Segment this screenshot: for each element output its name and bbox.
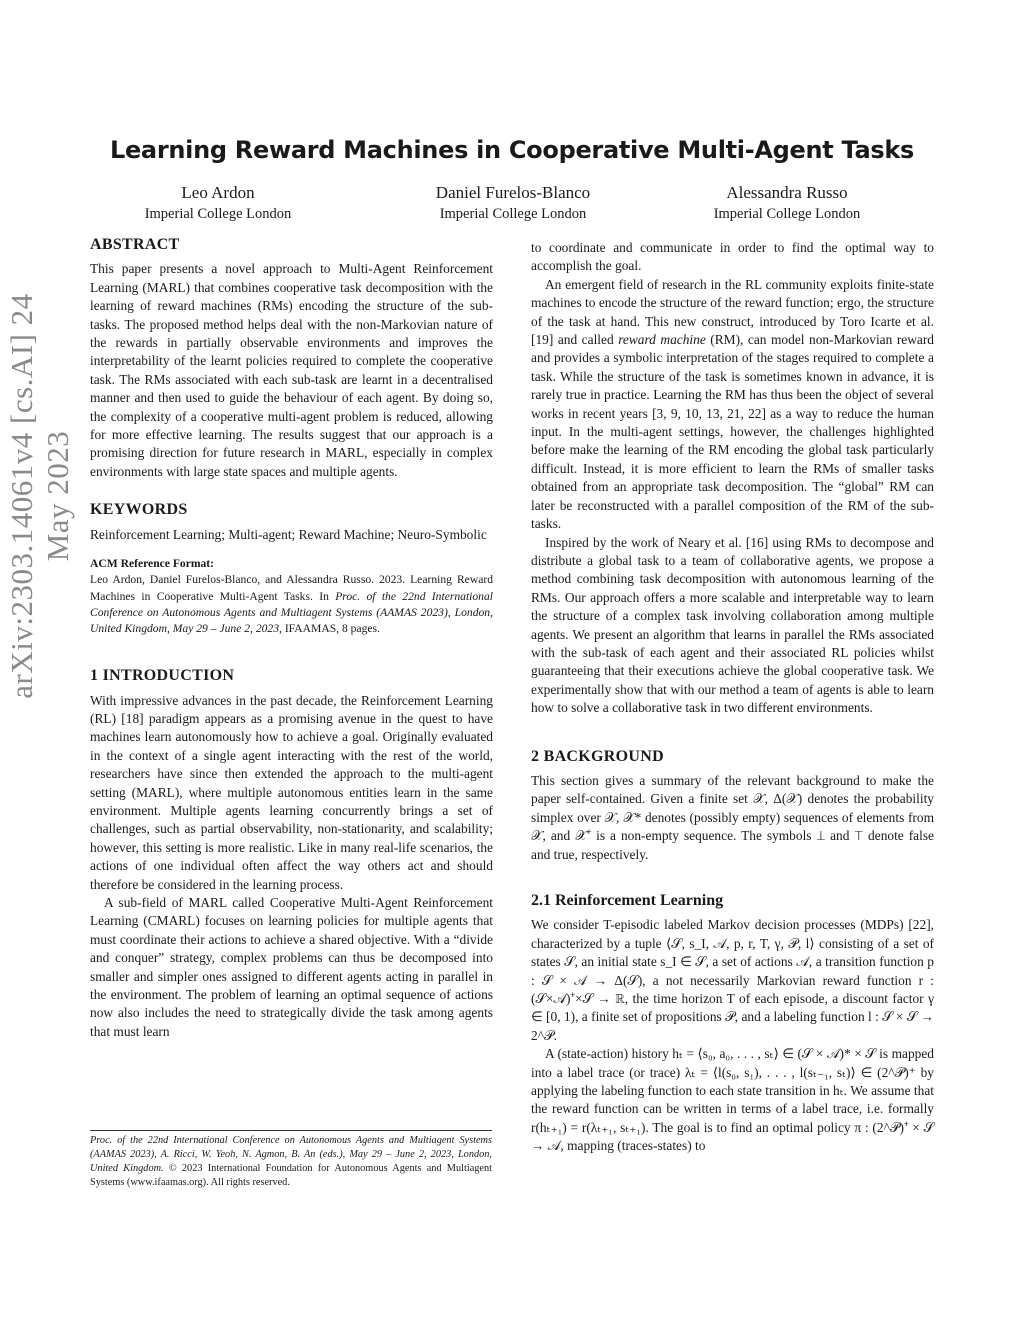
acm-heading: ACM Reference Format: bbox=[90, 557, 215, 571]
emphasis: reward machine bbox=[618, 332, 706, 348]
text: (RM), can model non-Markovian reward and provides a symbolic interpretation of the stages required to complete a task. While the structure of the task is sometimes known in advance, it is rarely true in practice. Learning the RM has thus been the object of several works in recent years [3, 9, 10, 13, 21, 22] as a way to reduce the human input. In the multi-agent settings, however, the challenges highlighted before make the learning of the RM encoding the global task particularly difficult. Instead, it is more efficient to learn the RMs of smaller tasks obtained from an appropriate task decomposition. The “global” RM can later be reconstructed with a parallel composition of the RM of the sub-tasks. bbox=[531, 332, 934, 532]
acm-text: Leo Ardon, Daniel Furelos-Blanco, and Alessandra Russo. 2023. Learning Reward Machines in Cooperative Multi-Agent Tasks. In bbox=[90, 573, 493, 603]
footnote-rule bbox=[90, 1130, 492, 1131]
paper-title: Learning Reward Machines in Cooperative Multi-Agent Tasks bbox=[109, 136, 915, 164]
author-affiliation: Imperial College London bbox=[144, 206, 292, 222]
arxiv-stamp: arXiv:2303.14061v4 [cs.AI] 24 May 2023 bbox=[4, 293, 75, 699]
keywords-text: Reinforcement Learning; Multi-agent; Reward Machine; Neuro-Symbolic bbox=[90, 526, 487, 542]
intro-p1: With impressive advances in the past decade, the Reinforcement Learning (RL) [18] paradigm appears as a promising avenue in the quest to have machines learn autonomously how to achieve a goal. Originally evaluated in the context of a single agent interacting with the rest of the world, researchers have since then extended the approach to the multi-agent setting (MARL), where multiple autonomous entities learn in the same environment. Multiple agents learning concurrently brings a set of challenges, such as partial observability, non-stationarity, and scalability; however, this setting is more realistic. Like in many real-life scenarios, the actions of one individual often affect the way others act and should therefore be considered in the learning process. bbox=[90, 692, 493, 892]
rl-p2: A (state-action) history hₜ = ⟨s₀, a₀, . . . , sₜ⟩ ∈ (𝒮 × 𝒜)* × 𝒮 is mapped into a label trace (or trace) λₜ = ⟨l(s₀, s₁), . . . , l(sₜ₋₁, sₜ)⟩ ∈ (2^𝒫)⁺ by applying the labeling function to each state transition in hₜ. We assume that the reward function can be written in terms of a label trace, i.e. formally r(hₜ₊₁) = r(λₜ₊₁, sₜ₊₁). The goal is to find an optimal policy π : (2^𝒫)⁺ × 𝒮 → 𝒜, mapping (traces-states) to bbox=[531, 1046, 934, 1154]
author-name: Daniel Furelos-Blanco bbox=[435, 183, 591, 202]
author-name: Leo Ardon bbox=[181, 183, 255, 202]
intro-p2-cont: to coordinate and communicate in order to find the optimal way to accomplish the goal. bbox=[531, 240, 934, 274]
intro-heading: 1 INTRODUCTION bbox=[90, 667, 235, 685]
author-name: Alessandra Russo bbox=[726, 183, 848, 202]
rl-p1: We consider T-episodic labeled Markov decision processes (MDPs) [22], characterized by a tuple ⟨𝒮, s_I, 𝒜, p, r, T, γ, 𝒫, l⟩ consisting of a set of states 𝒮, an initial state s_I ∈ 𝒮, a set of actions 𝒜, a transition function p : 𝒮 × 𝒜 → Δ(𝒮), a not necessarily Markovian reward function r : (𝒮×𝒜)⁺×𝒮 → ℝ, the time horizon T of each episode, a discount factor γ ∈ [0, 1), a finite set of propositions 𝒫, and a labeling function l : 𝒮 × 𝒮 → 2^𝒫. bbox=[531, 917, 934, 1043]
author bbox=[88, 183, 348, 223]
background-heading: 2 BACKGROUND bbox=[531, 747, 664, 765]
text: An emergent field of research in the RL community exploits finite-state machines to encode the structure of the reward function; ergo, the structure of the task at hand. This new construct, introduced by Toro Icarte et al. [19] and called bbox=[531, 276, 934, 348]
author bbox=[383, 183, 643, 223]
keywords-heading: KEYWORDS bbox=[90, 501, 188, 519]
rl-heading: 2.1 Reinforcement Learning bbox=[531, 892, 724, 909]
intro-p4: Inspired by the work of Neary et al. [16] using RMs to decompose and distribute a global task to a team of collaborative agents, we propose a method combining task decomposition with autonomous learning of the RMs. Our approach offers a more scalable and interpretable way to learn the structure of a complex task involving collaboration among multiple agents. We present an algorithm that learns in parallel the RMs associated with the sub-task of each agent and their associated RL policies whilst guaranteeing that their executions achieve the global cooperative task. We experimentally show that with our method a team of agents is able to learn how to solve a collaborative task in two different environments. bbox=[531, 534, 934, 716]
footnote-venue: Proc. of the 22nd International Conference on Autonomous Agents and Multiagent Systems (AAMAS 2023), A. Ricci, W. Yeoh, N. Agmon, B. An (eds.), May 29 – June 2, 2023, London, United Kingdom. bbox=[90, 1135, 492, 1174]
acm-venue: Proc. of the 22nd International Conference on Autonomous Agents and Multiagent Systems (AAMAS 2023), London, United Kingdom, May 29 – June 2, 2023, bbox=[90, 589, 493, 635]
acm-tail: IFAAMAS, 8 pages. bbox=[281, 621, 380, 635]
author-affiliation: Imperial College London bbox=[713, 206, 861, 222]
left-column bbox=[90, 236, 493, 1041]
footnote-rest: © 2023 International Foundation for Autonomous Agents and Multiagent Systems (www.ifaamas.org). All rights reserved. bbox=[90, 1163, 492, 1188]
author-affiliation: Imperial College London bbox=[439, 206, 587, 222]
author bbox=[657, 183, 917, 223]
intro-p3 bbox=[531, 276, 934, 534]
abstract-text: This paper presents a novel approach to Multi-Agent Reinforcement Learning (MARL) that combines cooperative task decomposition with the learning of reward machines (RMs) encoding the structure of the sub-tasks. The proposed method helps deal with the non-Markovian nature of the rewards in partially observable environments and improves the interpretability of the learnt policies required to complete the cooperative task. The RMs associated with each sub-task are learnt in a decentralised manner and then used to guide the behaviour of each agent. By doing so, the complexity of a cooperative multi-agent problem is reduced, allowing for more effective learning. The results suggest that our approach is a promising direction for future research in MARL, especially in complex environments with large state spaces and multiple agents. bbox=[90, 261, 493, 479]
acm-reference bbox=[90, 556, 493, 637]
footnote bbox=[90, 1134, 492, 1190]
background-text: This section gives a summary of the relevant background to make the paper self-contained. Given a finite set 𝒳, Δ(𝒳) denotes the probability simplex over 𝒳, 𝒳* denotes (possibly empty) sequences of elements from 𝒳, and 𝒳⁺ is a non-empty sequence. The symbols ⊥ and ⊤ denote false and true, respectively. bbox=[531, 772, 934, 862]
right-column bbox=[531, 239, 934, 1156]
abstract-heading: ABSTRACT bbox=[90, 236, 180, 253]
intro-p2: A sub-field of MARL called Cooperative Multi-Agent Reinforcement Learning (CMARL) focuses on learning policies for multiple agents that must coordinate their actions to achieve a shared objective. With a “divide and conquer” strategy, complex problems can thus be decomposed into smaller and simpler ones assigned to different agents acting in parallel in the environment. The problem of learning an optimal sequence of actions now also includes the need to strategically divide the task among agents that must learn bbox=[90, 894, 493, 1039]
